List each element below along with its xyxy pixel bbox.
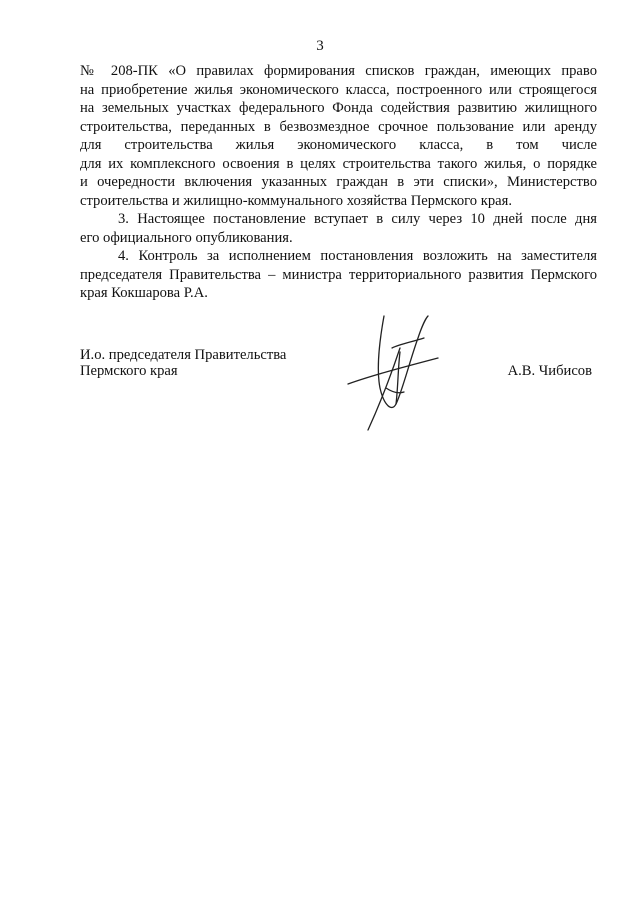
text-line: на земельных участках федерального Фонда содействия развитию жилищного	[80, 100, 597, 116]
text-line: его официального опубликования.	[80, 229, 293, 246]
signer-position	[80, 347, 286, 379]
signer-name: А.В. Чибисов	[507, 363, 592, 379]
text-line: 3. Настоящее постановление вступает в силу через 10 дней после дня	[118, 211, 597, 227]
signer-position-line: И.о. председателя Правительства	[80, 347, 287, 363]
text-line: на приобретение жилья экономического класса, построенного или строящегося	[80, 81, 597, 98]
text-line: 4. Контроль за исполнением постановления возложить на заместителя	[118, 248, 597, 264]
text-line: для строительства жилья экономического класса, в том числе	[80, 137, 597, 153]
signer-position-line: Пермского края	[80, 363, 178, 379]
text-line: края Кокшарова Р.А.	[80, 285, 208, 301]
text-line: и очередности включения указанных граждан в эти списки», Министерство	[80, 174, 597, 190]
handwritten-signature-graphic	[340, 308, 460, 438]
page-number: 3	[316, 38, 324, 54]
text-line: председателя Правительства – министра территориального развития Пермского	[80, 266, 597, 283]
text-line: для их комплексного освоения в целях строительства такого жилья, о порядке	[80, 155, 597, 172]
text-line: строительства и жилищно-коммунального хозяйства Пермского края.	[80, 192, 512, 209]
document-body	[80, 62, 597, 303]
paragraph-effective-date	[80, 210, 597, 247]
paragraph-list-rules	[80, 62, 597, 210]
text-line: строительства, переданных в безвозмездное срочное пользование или аренду	[80, 118, 597, 135]
paragraph-control	[80, 247, 597, 303]
text-line: № 208-ПК «О правилах формирования списков граждан, имеющих право	[80, 63, 597, 79]
